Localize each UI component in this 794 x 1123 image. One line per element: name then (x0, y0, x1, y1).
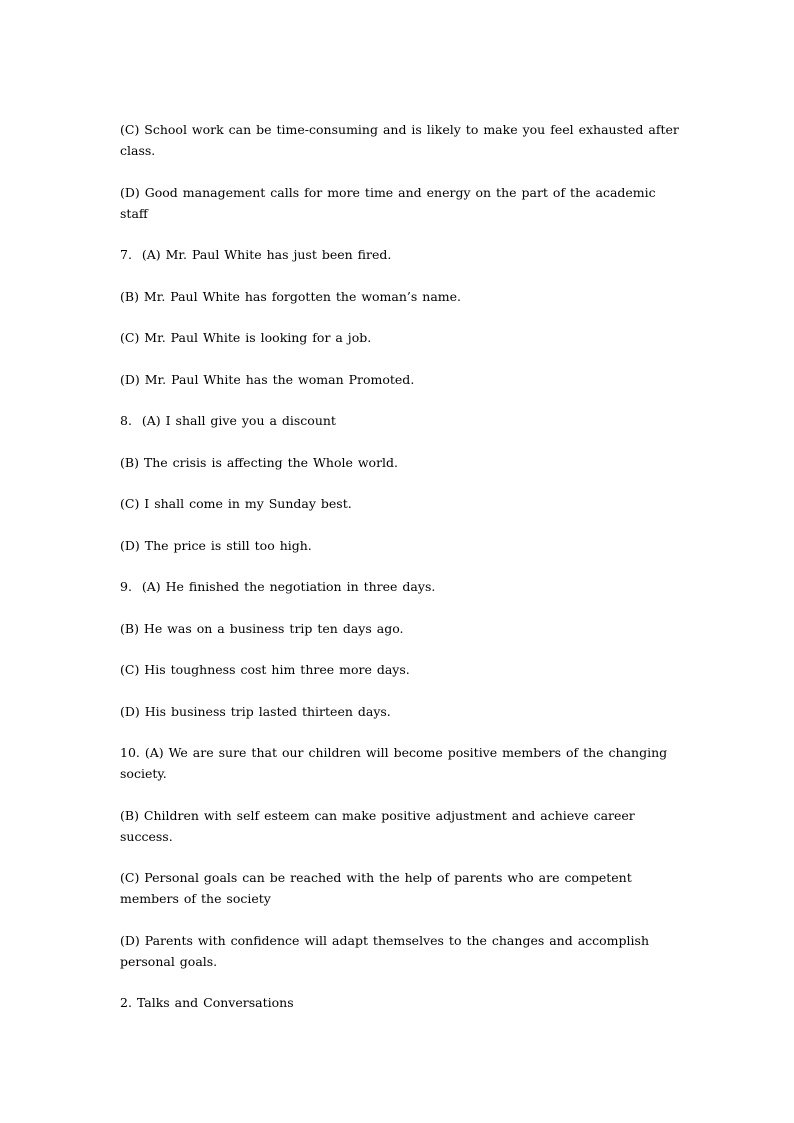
option-9c: (C) His toughness cost him three more days. (120, 662, 410, 677)
option-10b: (B) Children with self esteem can make positive adjustment and achieve career success. (120, 807, 635, 844)
option-9b: (B) He was on a business trip ten days ago. (120, 620, 404, 636)
option-10c: (C) Personal goals can be reached with the help of parents who are competent members of the society (120, 870, 632, 906)
option-8c: (C) I shall come in my Sunday best. (120, 496, 352, 511)
option-6c: (C) School work can be time-consuming and is likely to make you feel exhausted after class. (120, 122, 679, 158)
question-9-option-a: 9. (A) He finished the negotiation in three days. (120, 579, 436, 594)
option-6d: (D) Good management calls for more time and energy on the part of the academic staff (120, 184, 656, 221)
question-7-option-a: 7. (A) Mr. Paul White has just been fired. (120, 247, 392, 262)
question-10-option-a: 10. (A) We are sure that our children will become positive members of the changing society. (120, 745, 668, 781)
option-10d: (D) Parents with confidence will adapt themselves to the changes and accomplish personal goals. (120, 932, 649, 969)
option-8b: (B) The crisis is affecting the Whole world. (120, 454, 399, 470)
option-8d: (D) The price is still too high. (120, 537, 312, 553)
option-7c: (C) Mr. Paul White is looking for a job. (120, 330, 372, 345)
option-7b: (B) Mr. Paul White has forgotten the woman’s name. (120, 288, 462, 304)
option-9d: (D) His business trip lasted thirteen days. (120, 703, 391, 719)
document-page (120, 119, 680, 1013)
option-7d: (D) Mr. Paul White has the woman Promoted. (120, 371, 415, 387)
section-heading: 2. Talks and Conversations (120, 995, 294, 1010)
question-8-option-a: 8. (A) I shall give you a discount (120, 413, 336, 428)
